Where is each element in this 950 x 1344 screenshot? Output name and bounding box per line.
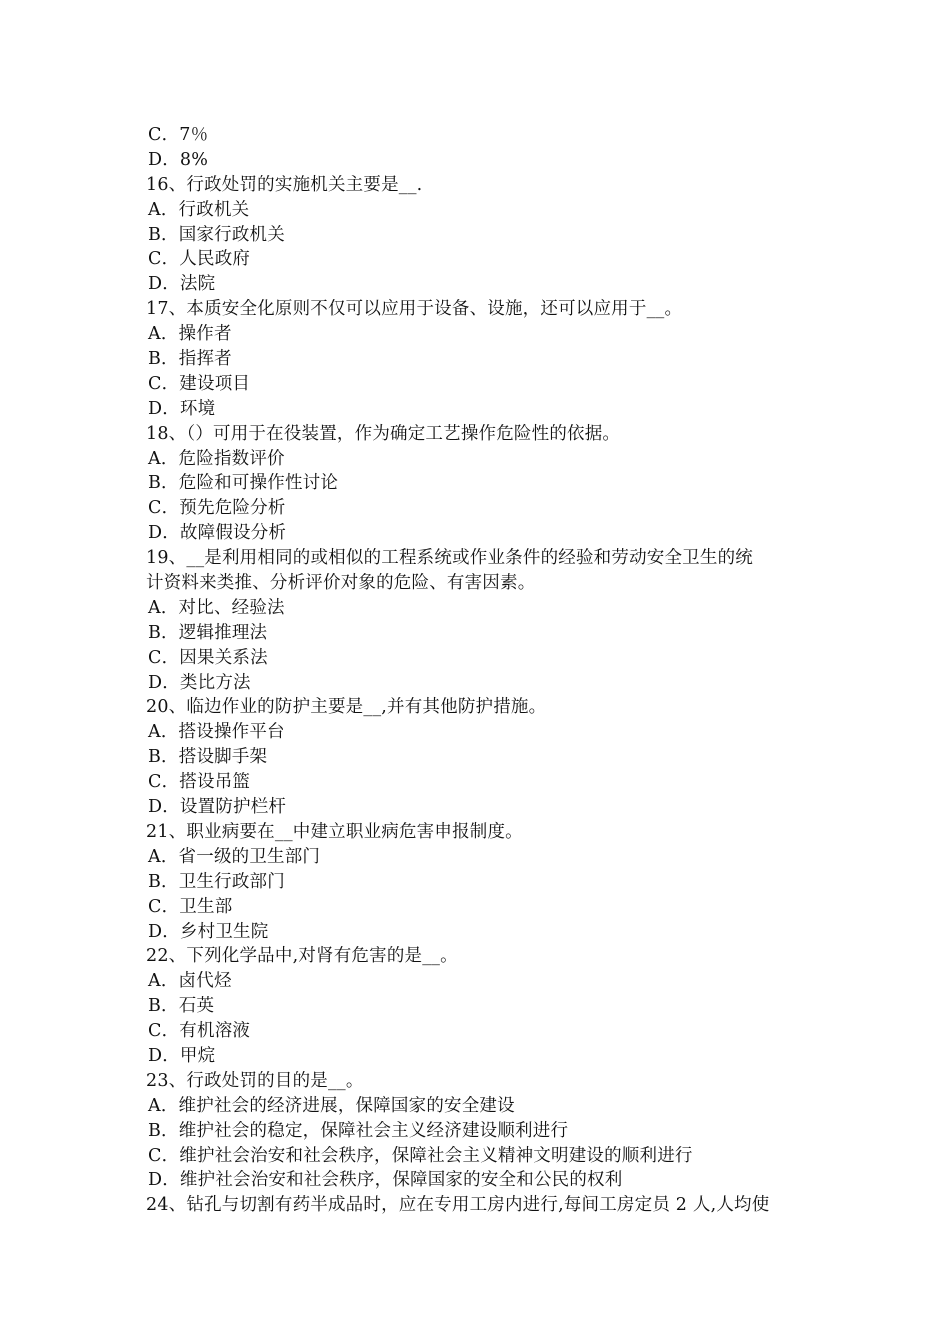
option-line: D．甲烷	[148, 1045, 216, 1066]
question-line: 22、下列化学品中,对肾有危害的是__。	[146, 946, 458, 967]
option-line: A．危险指数评价	[148, 448, 285, 469]
option-line: A．维护社会的经济进展，保障国家的安全建设	[148, 1095, 515, 1116]
option-line: D．维护社会治安和社会秩序，保障国家的安全和公民的权利	[148, 1170, 623, 1191]
question-line: 20、临边作业的防护主要是__,并有其他防护措施。	[146, 697, 547, 718]
option-line: A．搭设操作平台	[148, 722, 285, 743]
option-line: D．故障假设分析	[148, 523, 287, 544]
option-line: B．石英	[148, 996, 215, 1017]
option-line: D．8%	[148, 149, 209, 170]
option-line: C．建设项目	[148, 373, 251, 394]
document-page	[146, 123, 816, 1218]
option-line: C．卫生部	[148, 896, 233, 917]
option-line: D．乡村卫生院	[148, 921, 269, 942]
question-line: 19、__是利用相同的或相似的工程系统或作业条件的经验和劳动安全卫生的统	[146, 548, 753, 569]
question-line: 18、（）可用于在役装置，作为确定工艺操作危险性的依据。	[146, 423, 621, 444]
option-line: B．指挥者	[148, 349, 232, 370]
option-line: A．操作者	[148, 324, 232, 345]
option-line: C．7％	[148, 125, 209, 145]
option-line: C．搭设吊篮	[148, 772, 251, 793]
question-line: 23、行政处罚的目的是__。	[146, 1070, 364, 1091]
option-line: C．有机溶液	[148, 1021, 251, 1042]
option-line: B．搭设脚手架	[148, 747, 268, 768]
option-line: D．设置防护栏杆	[148, 797, 287, 818]
option-line: C．预先危险分析	[148, 498, 286, 519]
option-line: C．因果关系法	[148, 647, 268, 668]
question-line: 21、职业病要在__中建立职业病危害申报制度。	[146, 821, 523, 842]
option-line: A．对比、经验法	[148, 597, 285, 618]
option-line: B．卫生行政部门	[148, 871, 285, 892]
option-line: D．类比方法	[148, 672, 251, 693]
option-line: A．省一级的卫生部门	[148, 846, 321, 867]
question-line: 16、行政处罚的实施机关主要是__.	[146, 174, 423, 195]
option-line: A．卤代烃	[148, 971, 232, 992]
option-line: B．国家行政机关	[148, 224, 285, 245]
option-line: B．维护社会的稳定，保障社会主义经济建设顺利进行	[148, 1120, 569, 1141]
question-line: 17、本质安全化原则不仅可以应用于设备、设施，还可以应用于__。	[146, 299, 683, 320]
option-line: C．人民政府	[148, 249, 251, 270]
option-line: B．逻辑推理法	[148, 622, 268, 643]
option-line: C．维护社会治安和社会秩序，保障社会主义精神文明建设的顺利进行	[148, 1145, 693, 1166]
option-line: D．环境	[148, 398, 216, 419]
option-line: D．法院	[148, 274, 216, 295]
option-line: B．危险和可操作性讨论	[148, 473, 339, 494]
question-line-continued: 计资料来类推、分析评价对象的危险、有害因素。	[146, 573, 536, 594]
option-line: A．行政机关	[148, 199, 250, 220]
question-line: 24、钻孔与切割有药半成品时，应在专用工房内进行,每间工房定员 2 人,人均使	[146, 1195, 770, 1216]
